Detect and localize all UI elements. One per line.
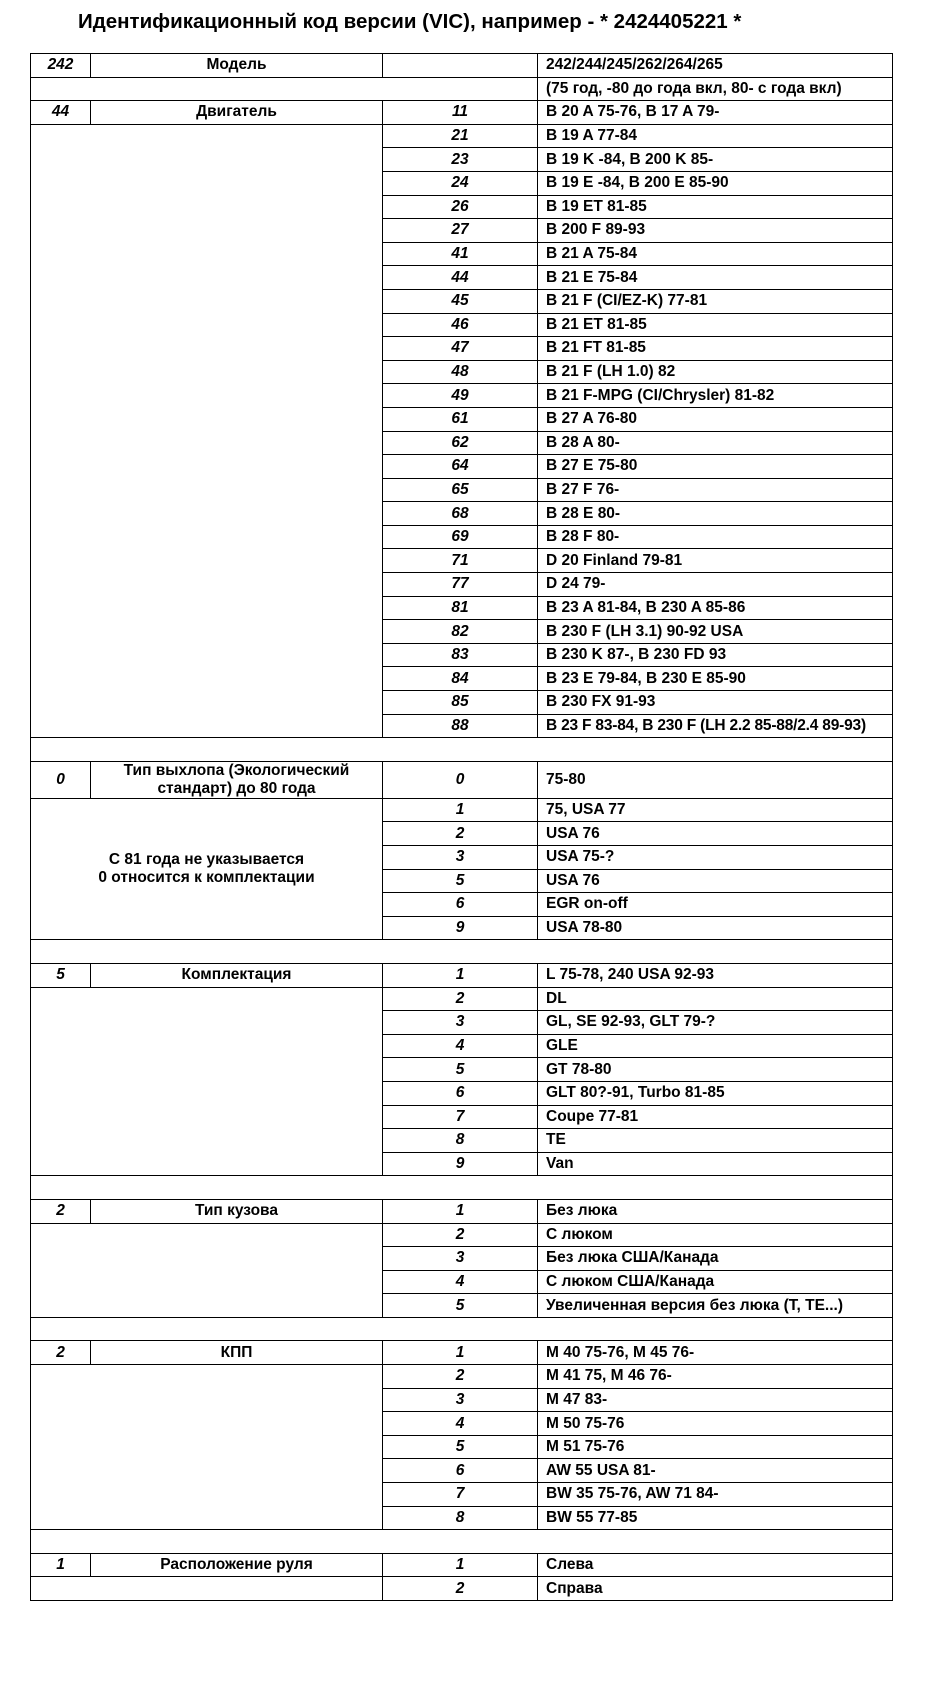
section-code: 5 [31,963,91,987]
option-description: Van [538,1152,893,1176]
option-code: 83 [383,643,538,667]
option-description: USA 75-? [538,846,893,870]
section-name: КПП [91,1341,383,1365]
note-line: 0 относится к комплектации [98,869,315,887]
section-code: 0 [31,761,91,798]
section-note [31,798,383,940]
blank-cell [31,987,383,1176]
option-code: 11 [383,101,538,125]
option-code: 4 [383,1270,538,1294]
section-separator [31,940,893,964]
option-code: 3 [383,1247,538,1271]
option-code: 1 [383,963,538,987]
option-code: 44 [383,266,538,290]
option-description: (75 год, -80 до года вкл, 80- с года вкл) [538,77,893,101]
option-code: 1 [383,1199,538,1223]
option-code: 7 [383,1105,538,1129]
option-description: Слева [538,1553,893,1577]
option-code: 1 [383,1553,538,1577]
option-code: 2 [383,1577,538,1601]
option-description: B 20 A 75-76, B 17 A 79- [538,101,893,125]
option-code: 4 [383,1412,538,1436]
option-code: 47 [383,337,538,361]
option-code [383,54,538,78]
option-description: Без люка США/Канада [538,1247,893,1271]
option-description: GL, SE 92-93, GLT 79-? [538,1011,893,1035]
option-code: 48 [383,360,538,384]
option-code: 2 [383,822,538,846]
blank-cell [31,1577,383,1601]
option-description: B 21 F (CI/EZ-K) 77-81 [538,289,893,313]
option-description: M 40 75-76, M 45 76- [538,1341,893,1365]
separator-cell [31,738,893,762]
option-description: 75, USA 77 [538,798,893,822]
section-name: Расположение руля [91,1553,383,1577]
option-description: B 200 F 89-93 [538,219,893,243]
option-code: 3 [383,846,538,870]
option-description: GLT 80?-91, Turbo 81-85 [538,1081,893,1105]
option-code: 49 [383,384,538,408]
option-code: 5 [383,869,538,893]
option-code: 2 [383,987,538,1011]
option-description: M 51 75-76 [538,1435,893,1459]
option-description: M 47 83- [538,1388,893,1412]
blank-cell [31,77,538,101]
option-code: 2 [383,1365,538,1389]
option-code: 7 [383,1483,538,1507]
section-code: 2 [31,1341,91,1365]
option-description: B 19 A 77-84 [538,124,893,148]
option-description: Coupe 77-81 [538,1105,893,1129]
section-name: Комплектация [91,963,383,987]
option-description: USA 76 [538,869,893,893]
option-description: B 21 E 75-84 [538,266,893,290]
option-description: USA 78-80 [538,916,893,940]
option-code: 71 [383,549,538,573]
table-row [31,124,893,148]
option-code: 3 [383,1011,538,1035]
option-code: 64 [383,455,538,479]
table-row [31,77,893,101]
section-separator [31,738,893,762]
section-name: Модель [91,54,383,78]
option-code: 21 [383,124,538,148]
table-row [31,1577,893,1601]
option-description: B 23 A 81-84, B 230 A 85-86 [538,596,893,620]
option-code: 65 [383,478,538,502]
table-row [31,1199,893,1223]
table-row [31,101,893,125]
option-description: BW 55 77-85 [538,1506,893,1530]
option-description: B 21 FT 81-85 [538,337,893,361]
blank-cell [31,124,383,737]
vic-table-body [31,54,893,1601]
option-description: USA 76 [538,822,893,846]
separator-cell [31,1317,893,1341]
option-code: 6 [383,1081,538,1105]
option-description: B 27 F 76- [538,478,893,502]
option-code: 5 [383,1435,538,1459]
option-code: 61 [383,407,538,431]
section-name: Тип выхлопа (Экологический стандарт) до 80 года [91,761,383,798]
option-description: M 41 75, M 46 76- [538,1365,893,1389]
table-row [31,987,893,1011]
option-description: BW 35 75-76, AW 71 84- [538,1483,893,1507]
option-code: 23 [383,148,538,172]
option-description: L 75-78, 240 USA 92-93 [538,963,893,987]
table-row [31,1341,893,1365]
option-description: B 28 A 80- [538,431,893,455]
option-description: 242/244/245/262/264/265 [538,54,893,78]
blank-cell [31,1223,383,1317]
section-code: 44 [31,101,91,125]
vic-code-table [30,53,893,1601]
option-description: B 28 F 80- [538,525,893,549]
separator-cell [31,940,893,964]
table-row [31,963,893,987]
section-separator [31,1317,893,1341]
option-description: B 28 E 80- [538,502,893,526]
option-code: 77 [383,573,538,597]
option-code: 45 [383,289,538,313]
option-description: B 23 E 79-84, B 230 E 85-90 [538,667,893,691]
section-code: 242 [31,54,91,78]
option-code: 4 [383,1034,538,1058]
section-separator [31,1530,893,1554]
option-description: D 24 79- [538,573,893,597]
option-description: D 20 Finland 79-81 [538,549,893,573]
table-row [31,1223,893,1247]
option-code: 85 [383,691,538,715]
option-description: B 21 A 75-84 [538,242,893,266]
option-code: 6 [383,893,538,917]
option-description: B 230 F (LH 3.1) 90-92 USA [538,620,893,644]
table-row [31,761,893,798]
option-code: 82 [383,620,538,644]
page-title: Идентификационный код версии (VIC), например - * 2424405221 * [78,10,742,33]
option-description: EGR on-off [538,893,893,917]
option-code: 26 [383,195,538,219]
table-row [31,54,893,78]
option-code: 8 [383,1129,538,1153]
note-line: С 81 года не указывается [108,851,305,869]
table-row [31,1365,893,1389]
option-code: 9 [383,1152,538,1176]
option-code: 41 [383,242,538,266]
option-code: 68 [383,502,538,526]
option-code: 24 [383,171,538,195]
option-code: 5 [383,1058,538,1082]
section-code: 1 [31,1553,91,1577]
option-description: С люком [538,1223,893,1247]
option-code: 88 [383,714,538,738]
option-description: AW 55 USA 81- [538,1459,893,1483]
table-row [31,798,893,822]
option-description: M 50 75-76 [538,1412,893,1436]
option-code: 5 [383,1294,538,1318]
option-description: B 19 K -84, B 200 K 85- [538,148,893,172]
option-code: 9 [383,916,538,940]
option-description: B 27 A 76-80 [538,407,893,431]
option-description: B 19 ET 81-85 [538,195,893,219]
option-description: B 21 F-MPG (CI/Chrysler) 81-82 [538,384,893,408]
option-description: 75-80 [538,761,893,798]
table-row [31,1553,893,1577]
option-description: GT 78-80 [538,1058,893,1082]
option-description: B 19 E -84, B 200 E 85-90 [538,171,893,195]
section-separator [31,1176,893,1200]
option-code: 2 [383,1223,538,1247]
option-description: Без люка [538,1199,893,1223]
option-description: B 27 E 75-80 [538,455,893,479]
separator-cell [31,1176,893,1200]
option-code: 62 [383,431,538,455]
section-code: 2 [31,1199,91,1223]
option-code: 0 [383,761,538,798]
option-code: 1 [383,798,538,822]
option-description: Увеличенная версия без люка (T, TE...) [538,1294,893,1318]
option-code: 8 [383,1506,538,1530]
option-description: GLE [538,1034,893,1058]
section-name: Тип кузова [91,1199,383,1223]
option-description: С люком США/Канада [538,1270,893,1294]
option-description: B 230 K 87-, B 230 FD 93 [538,643,893,667]
option-code: 6 [383,1459,538,1483]
option-code: 1 [383,1341,538,1365]
option-code: 3 [383,1388,538,1412]
option-description: B 23 F 83-84, B 230 F (LH 2.2 85-88/2.4 89-93) [538,714,893,738]
option-description: B 21 F (LH 1.0) 82 [538,360,893,384]
option-code: 84 [383,667,538,691]
separator-cell [31,1530,893,1554]
option-code: 81 [383,596,538,620]
section-name: Двигатель [91,101,383,125]
option-code: 46 [383,313,538,337]
option-description: B 230 FX 91-93 [538,691,893,715]
option-description: B 21 ET 81-85 [538,313,893,337]
option-code: 69 [383,525,538,549]
blank-cell [31,1365,383,1530]
option-description: TE [538,1129,893,1153]
option-description: Справа [538,1577,893,1601]
option-code: 27 [383,219,538,243]
option-description: DL [538,987,893,1011]
